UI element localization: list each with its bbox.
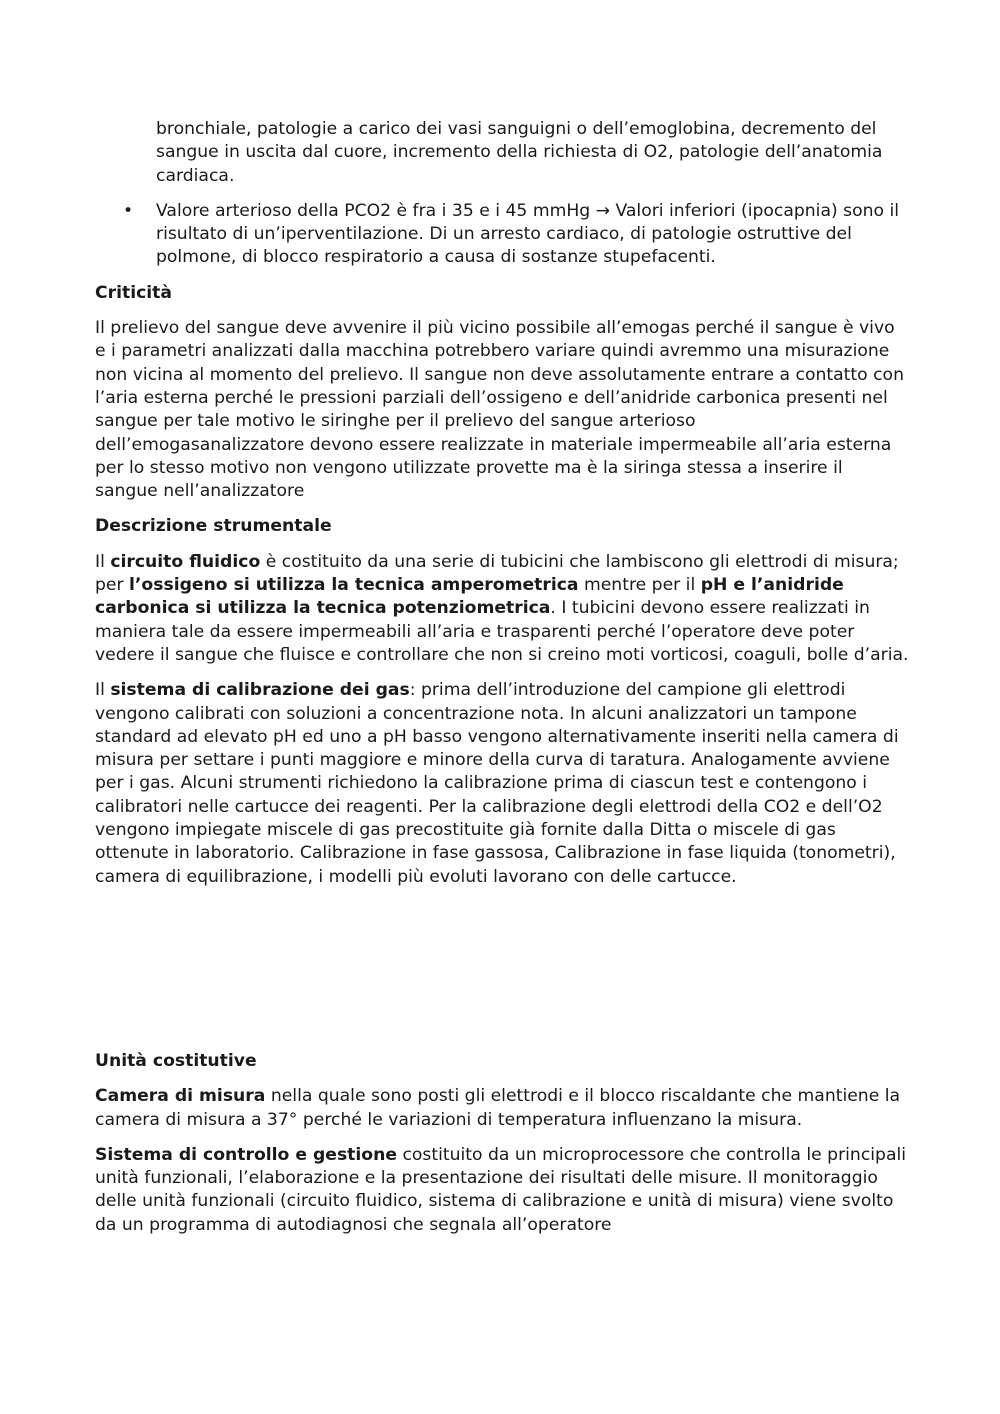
- bold-term: Sistema di controllo e gestione: [95, 1144, 397, 1165]
- text-span: Il: [95, 551, 111, 572]
- text-span: costituito da un microprocessore che controlla le principali unità funzionali, l’elaborazione e la presentazione dei risultati delle misure. Il monitoraggio delle unità funzionali (circuito fluidico, sistema di calibrazione e unità di misura) viene svolto da un programma di autodiagnosi che segnala all’operatore: [95, 1144, 907, 1235]
- blank-space: [95, 901, 910, 1050]
- bullet-icon: •: [123, 200, 134, 221]
- text-span: nella quale sono posti gli elettrodi e il blocco riscaldante che mantiene la camera di misura a 37° perché le variazioni di temperatura influenzano la misura.: [95, 1086, 901, 1130]
- bold-term: sistema di calibrazione dei gas: [110, 680, 410, 701]
- text-span: Il: [95, 680, 111, 701]
- list-item-text: Valore arterioso della PCO2 è fra i 35 e i 45 mmHg → Valori inferiori (ipocapnia) sono il risultato di un’iperventilazione. Di un arresto cardiaco, di patologie ostruttive del polmone, di blocco respiratorio a causa di sostanze stupefacenti.: [156, 200, 900, 268]
- bold-term: pH e l’anidride carbonica si utilizza la tecnica potenziometrica: [95, 575, 844, 619]
- document-page: [95, 118, 910, 1249]
- paragraph-sistema-calibrazione: [95, 679, 910, 889]
- text-span: mentre per il: [578, 575, 701, 596]
- text-span: . I tubicini devono essere realizzati in maniera tale da essere impermeabili all’aria e trasparenti perché l’operatore deve poter vedere il sangue che fluisce e controllare che non si creino moti vorticosi, coaguli, bolle d’aria.: [95, 598, 909, 665]
- heading-unita-costitutive: Unità costitutive: [95, 1050, 257, 1071]
- heading-descrizione-strumentale: Descrizione strumentale: [95, 516, 332, 537]
- list-item-continuation: bronchiale, patologie a carico dei vasi sanguigni o dell’emoglobina, decremento del sangue in uscita dal cuore, incremento della richiesta di O2, patologie dell’anatomia cardiaca.: [156, 119, 883, 186]
- text-span: : prima dell’introduzione del campione gli elettrodi vengono calibrati con soluzioni a concentrazione nota. In alcuni analizzatori un tampone standard ad elevato pH ed uno a pH basso vengono alternativamente inseriti nella camera di misura per settare i punti maggiore e minore della curva di taratura. Analogamente avviene per i gas. Alcuni strumenti richiedono la calibrazione prima di ciascun test e contengono i calibratori nelle cartucce dei reagenti. Per la calibrazione degli elettrodi della CO2 e dell’O2 vengono impiegate miscele di gas precostituite già fornite dalla Ditta o miscele di gas ottenute in laboratorio. Calibrazione in fase gassosa, Calibrazione in fase liquida (tonometri), camera di equilibrazione, i modelli più evoluti lavorano con delle cartucce.: [95, 680, 899, 887]
- paragraph-camera-di-misura: [95, 1085, 910, 1132]
- text-span: è costituito da una serie di tubicini che lambiscono gli elettrodi di misura; per: [95, 551, 899, 596]
- paragraph-criticita: Il prelievo del sangue deve avvenire il più vicino possibile all’emogas perché il sangue è vivo e i parametri analizzati dalla macchina potrebbero variare quindi avremmo una misurazione non vicina al momento del prelievo. Il sangue non deve assolutamente entrare a contatto con l’aria esterna perché le pressioni parziali dell’ossigeno e dell’anidride carbonica presenti nel sangue per tale motivo le siringhe per il prelievo del sangue arterioso dell’emogasanalizzatore devono essere realizzate in materiale impermeabile all’aria esterna per lo stesso motivo non vengono utilizzate provette ma è la siringa stessa a inserire il sangue nell’analizzatore: [95, 318, 904, 502]
- bold-term: circuito fluidico: [110, 551, 261, 572]
- paragraph-sistema-controllo: [95, 1144, 910, 1237]
- list-item-pco2: [95, 200, 910, 270]
- heading-criticita: Criticità: [95, 282, 172, 303]
- paragraph-circuito-fluidico: [95, 551, 910, 667]
- bold-term: l’ossigeno si utilizza la tecnica amperometrica: [129, 575, 579, 596]
- bold-term: Camera di misura: [95, 1086, 266, 1107]
